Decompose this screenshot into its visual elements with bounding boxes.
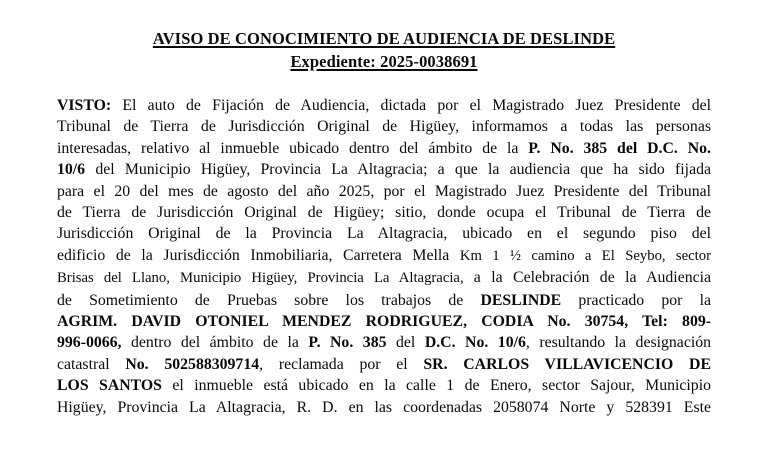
text-run: LOS SANTOS bbox=[57, 377, 173, 395]
text-line bbox=[57, 181, 711, 202]
text-run: Higüey, Provincia La Altagracia, R. D. en las coordenadas 2058074 Norte y 528391 Este bbox=[57, 398, 711, 416]
text-run: practicado por la bbox=[561, 291, 711, 309]
text-run: SR. CARLOS VILLAVICENCIO DE bbox=[423, 355, 711, 373]
text-run: P. No. 385 del D.C. No. bbox=[528, 139, 711, 157]
text-line bbox=[57, 202, 711, 223]
text-line bbox=[57, 311, 711, 332]
text-line bbox=[57, 223, 711, 244]
text-run: No. 502588309714 bbox=[125, 355, 260, 373]
text-run: 996-0066, bbox=[57, 334, 122, 352]
text-run: Km 1 ½ camino a El Seybo, sector bbox=[459, 247, 711, 264]
text-line bbox=[57, 95, 711, 116]
notice-heading bbox=[57, 28, 711, 73]
text-line bbox=[57, 245, 711, 267]
text-run: del bbox=[386, 334, 425, 352]
notice-title-text: AVISO DE CONOCIMIENTO DE AUDIENCIA DE DESLINDE bbox=[152, 29, 616, 48]
text-run: de Sometimiento de Pruebas sobre los trabajos de bbox=[57, 291, 481, 309]
text-run: Brisas del Llano, Municipio Higüey, Provincia La Altagracia, bbox=[57, 270, 474, 287]
notice-title bbox=[57, 28, 711, 51]
text-run: D.C. No. 10/6 bbox=[424, 334, 526, 352]
text-line bbox=[57, 159, 711, 180]
text-run: para el 20 del mes de agosto del año 2025, por el Magistrado Juez Presidente del Tribunal bbox=[57, 182, 711, 200]
text-run: 10/6 bbox=[57, 161, 96, 179]
text-run: P. No. 385 bbox=[308, 334, 387, 352]
text-run: , resultando la designación bbox=[525, 334, 712, 352]
text-line bbox=[57, 138, 711, 159]
text-run: edificio de la Jurisdicción Inmobiliaria, Carretera Mella bbox=[57, 246, 460, 264]
text-run: del Municipio Higüey, Provincia La Altagracia; a que la audiencia que ha sido fijada bbox=[95, 161, 711, 179]
text-line bbox=[57, 354, 711, 375]
case-number-line bbox=[57, 51, 711, 74]
text-run: VISTO: bbox=[57, 97, 123, 114]
text-run: catastral bbox=[57, 355, 126, 373]
text-line bbox=[57, 267, 711, 289]
notice-body bbox=[57, 95, 711, 418]
text-run: dentro del ámbito de la bbox=[121, 334, 309, 352]
text-run: Jurisdicción Original de la Provincia La Altagracia, ubicado en el segundo piso del bbox=[57, 225, 711, 243]
text-run: El auto de Fijación de Audiencia, dictada por el Magistrado Juez Presidente del bbox=[122, 97, 711, 114]
text-run: el inmueble está ubicado en la calle 1 de Enero, sector Sajour, Municipio bbox=[172, 377, 711, 395]
text-line bbox=[57, 397, 711, 418]
text-line bbox=[57, 375, 711, 396]
text-run: AGRIM. DAVID OTONIEL MENDEZ RODRIGUEZ, CODIA No. 30754, Tel: 809- bbox=[57, 313, 711, 331]
text-run: interesadas, relativo al inmueble ubicado dentro del ámbito de la bbox=[57, 139, 529, 157]
text-run: DESLINDE bbox=[480, 291, 562, 309]
case-number-text: Expediente: 2025-0038691 bbox=[290, 51, 478, 71]
text-line bbox=[57, 290, 711, 311]
text-line bbox=[57, 332, 711, 353]
text-run: a la Celebración de la Audiencia bbox=[473, 269, 712, 287]
text-run: , reclamada por el bbox=[259, 355, 424, 373]
text-run: Tribunal de Tierra de Jurisdicción Original de Higüey, informamos a todas las personas bbox=[57, 118, 711, 136]
text-run: de Tierra de Jurisdicción Original de Higüey; sitio, donde ocupa el Tribunal de Tierra de bbox=[57, 204, 711, 222]
text-line bbox=[57, 116, 711, 137]
